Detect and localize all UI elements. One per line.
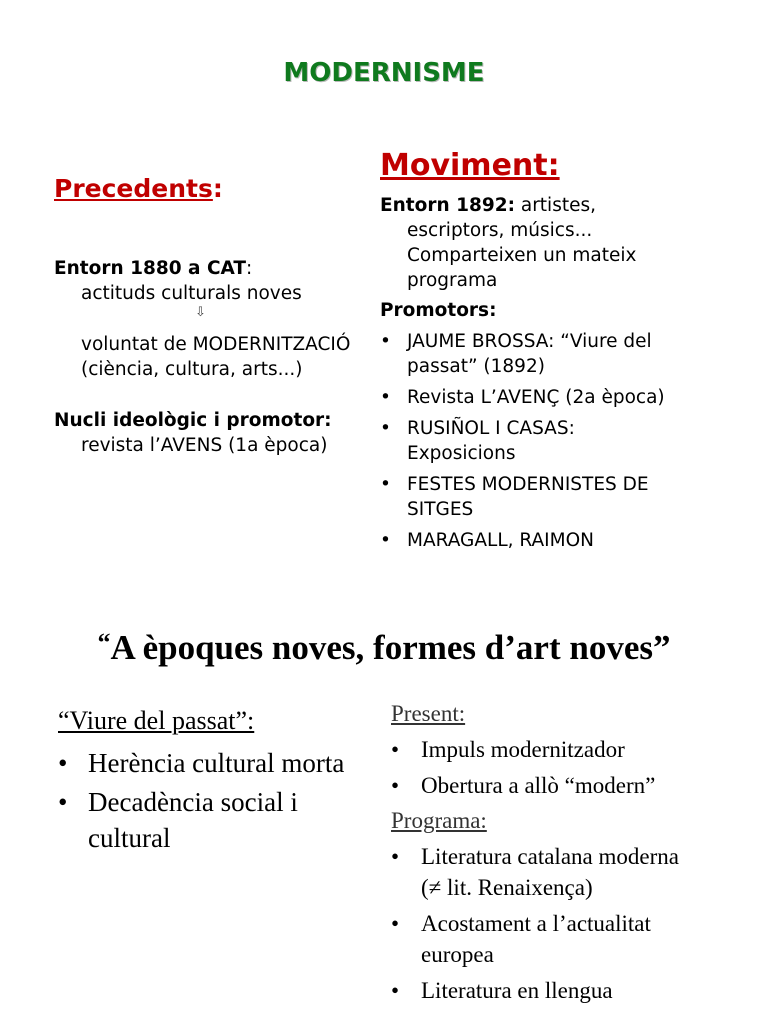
entorn-1880-block: [54, 256, 354, 281]
viure-passat-list: [58, 745, 358, 856]
list-item: • Herència cultural morta: [58, 745, 358, 781]
list-item: • JAUME BROSSA: “Viure del passat” (1892): [380, 329, 680, 379]
entorn-1880-colon: :: [246, 258, 253, 279]
voluntat-text: voluntat de MODERNITZACIÓ (ciència, cultura, arts...): [81, 334, 351, 380]
present-programa-column: [391, 698, 691, 1006]
list-item: • Decadència social i cultural: [58, 784, 358, 856]
list-item: • Literatura catalana moderna (≠ lit. Renaixença): [391, 841, 691, 903]
entorn-1880-label: Entorn 1880 a CAT: [54, 258, 247, 279]
list-item: • Obertura a allò “modern”: [391, 770, 691, 801]
moviment-heading-text: Moviment:: [380, 148, 560, 183]
entorn-1892-block: [380, 193, 680, 293]
list-item: • Impuls modernitzador: [391, 734, 691, 765]
viure-passat-column: [58, 703, 358, 856]
list-item: • Acostament a l’actualitat europea: [391, 908, 691, 970]
list-item: • RUSIÑOL I CASAS: Exposicions: [380, 416, 680, 466]
precedents-heading-text: Precedents: [54, 174, 213, 203]
quote-heading: [0, 628, 768, 668]
nucli-block: [54, 408, 354, 458]
precedents-heading: [54, 174, 223, 203]
quote-open-mark: “: [97, 628, 111, 657]
promotors-list: [380, 329, 680, 553]
list-item: • MARAGALL, RAIMON: [380, 528, 680, 553]
programa-list: [391, 841, 691, 1006]
slide-title: MODERNISME: [283, 58, 485, 88]
promotors-label: Promotors:: [380, 300, 497, 321]
list-item: • FESTES MODERNISTES DE SITGES: [380, 472, 680, 522]
entorn-1892-text: artistes, escriptors, músics... Comparteixen un mateix programa: [407, 195, 637, 291]
programa-label: Programa:: [391, 808, 487, 833]
present-list: [391, 734, 691, 801]
list-item: • Revista L’AVENÇ (2a època): [380, 385, 680, 410]
entorn-1892-label: Entorn 1892:: [380, 195, 515, 216]
nucli-text: revista l’AVENS (1a època): [81, 435, 328, 456]
moviment-column: [380, 193, 680, 553]
slide-epoques-noves: [0, 600, 768, 1024]
viure-passat-subtitle: “Viure del passat”:: [58, 706, 255, 735]
precedents-heading-colon: :: [212, 174, 223, 203]
list-item: • Literatura en llengua: [391, 975, 691, 1006]
present-label: Present:: [391, 701, 466, 726]
nucli-label: Nucli ideològic i promotor:: [54, 410, 332, 431]
actituds-text: actituds culturals noves: [81, 283, 302, 304]
down-arrow-icon: ⇩: [195, 305, 206, 320]
precedents-column: [54, 256, 354, 458]
moviment-heading: [380, 148, 560, 183]
quote-text: A èpoques noves, formes d’art noves”: [110, 628, 671, 667]
